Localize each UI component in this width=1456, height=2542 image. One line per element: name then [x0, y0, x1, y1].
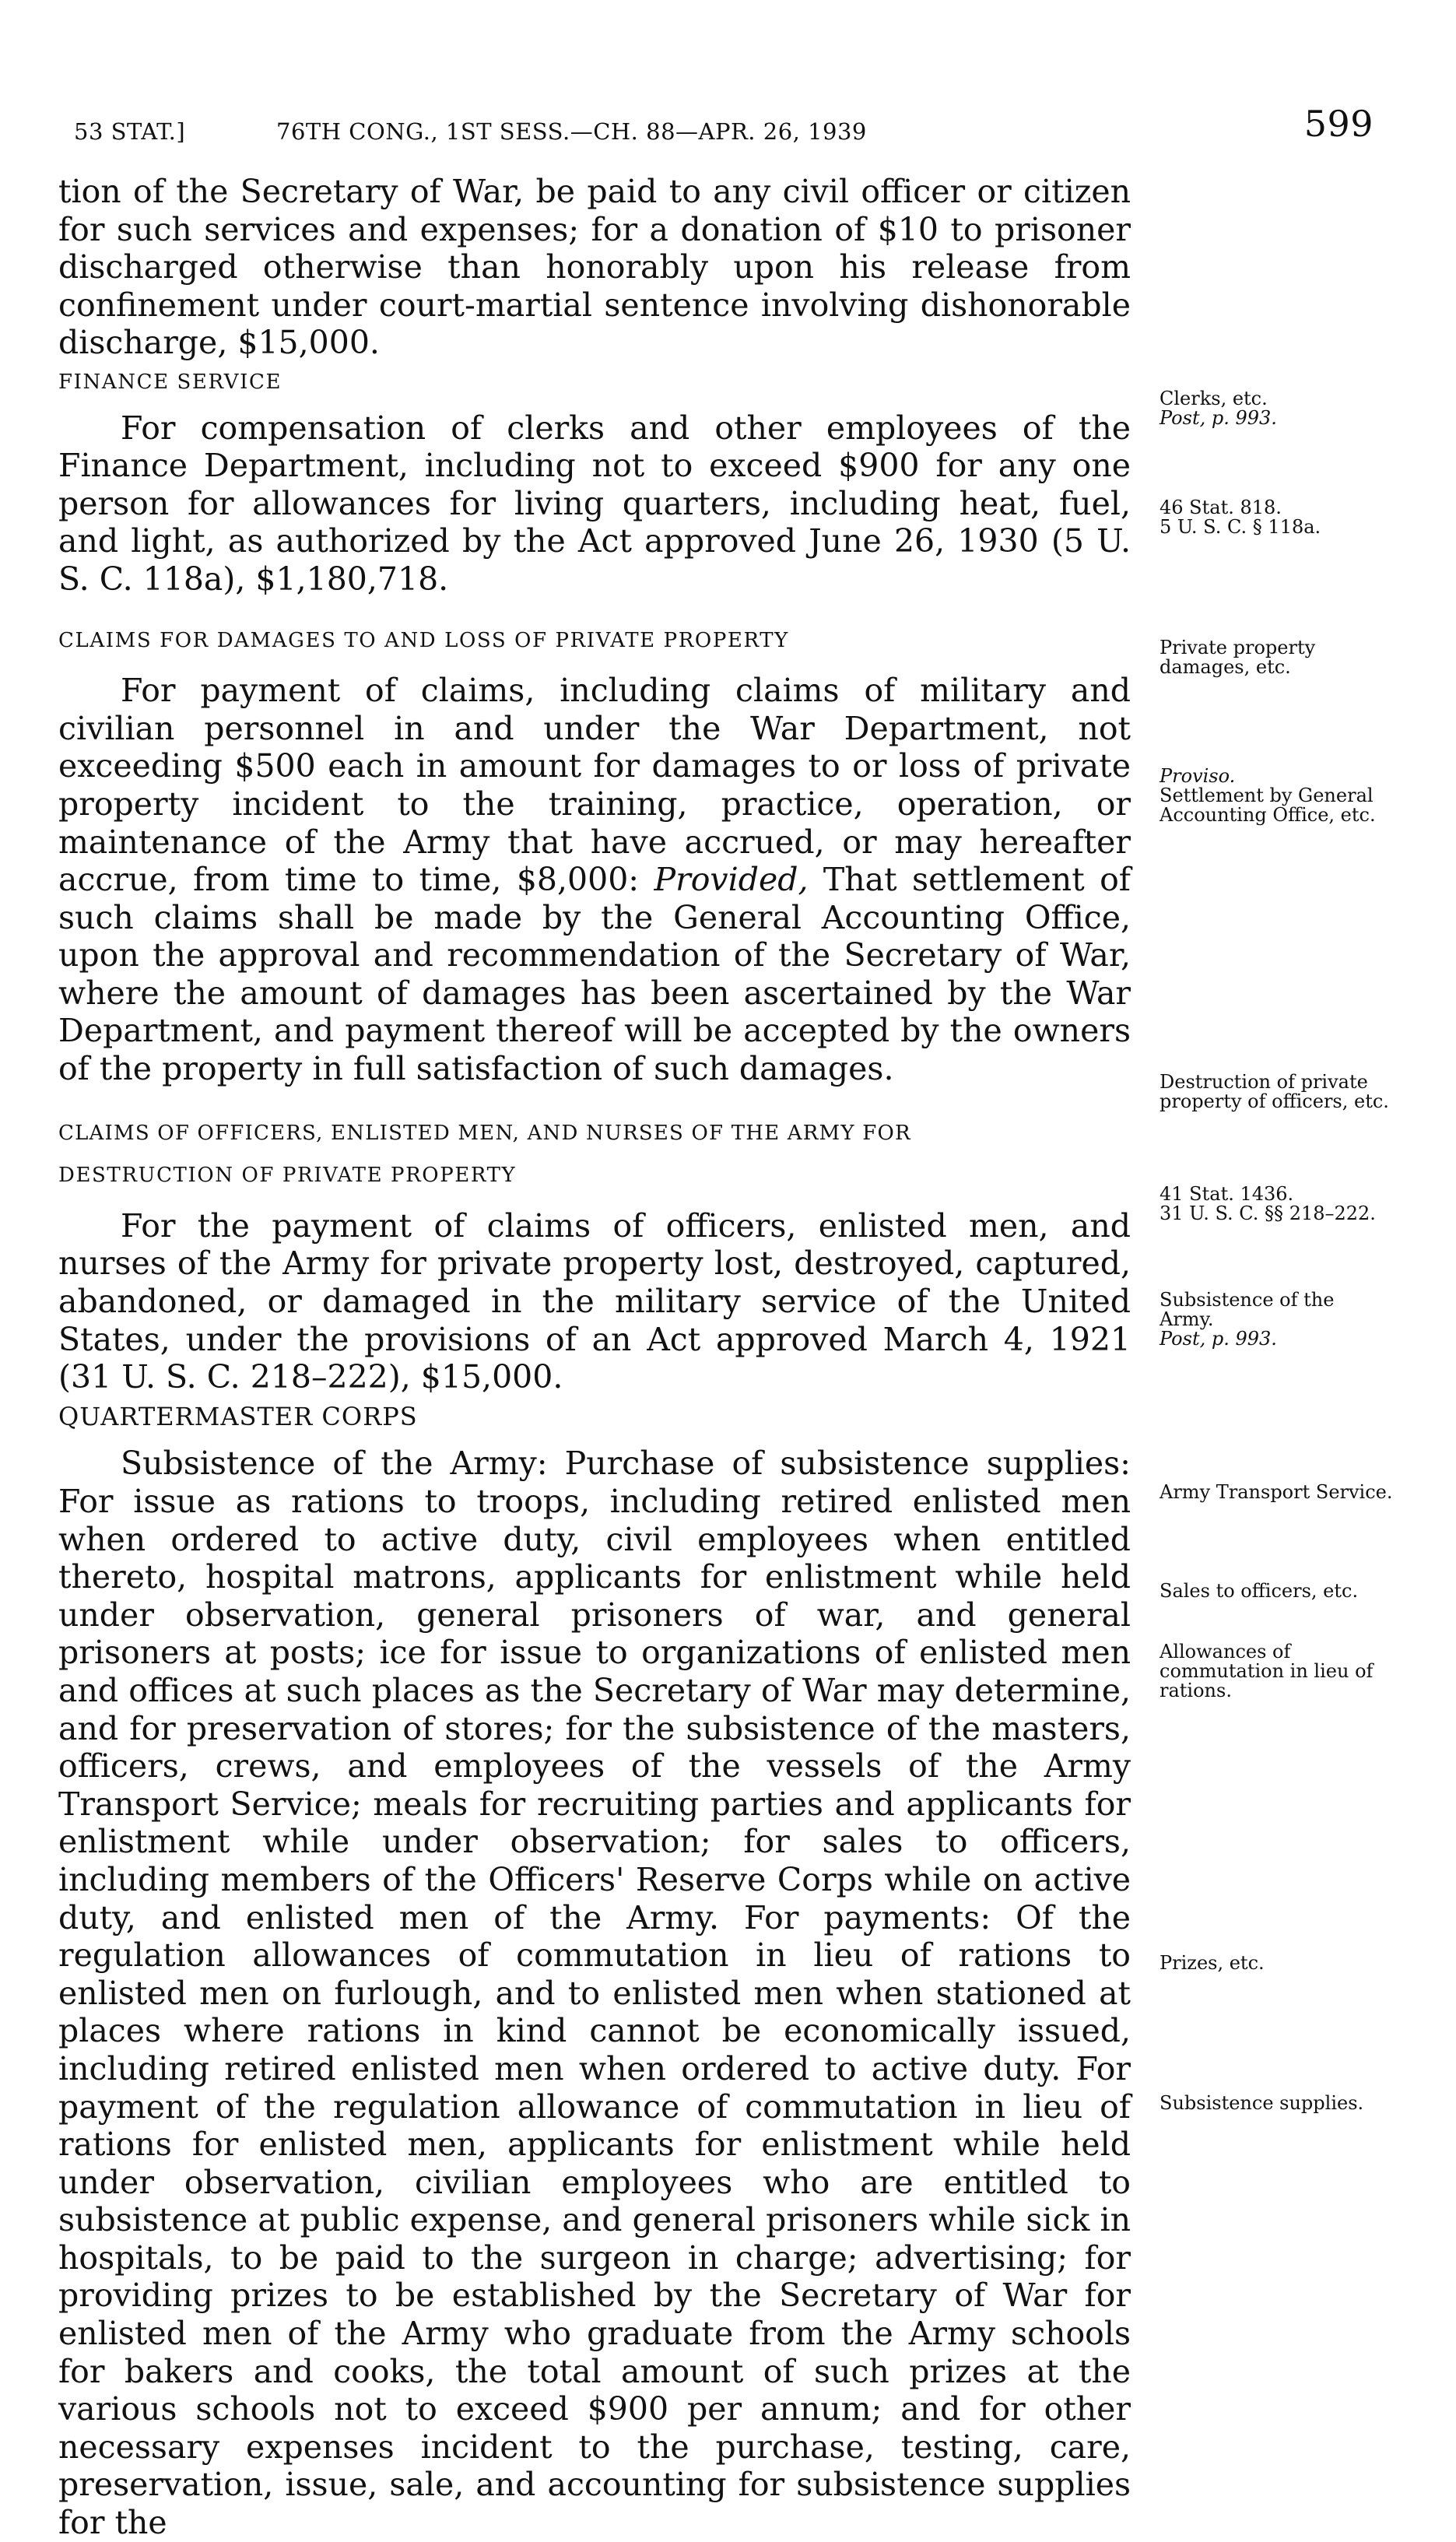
margin-note-proviso [1160, 767, 1393, 825]
paragraph-claims-damages [58, 672, 1131, 1088]
statute-reference: 53 STAT.] [74, 118, 186, 145]
main-text-column [58, 173, 1131, 2542]
session-chapter-date: 76TH CONG., 1ST SESS.—CH. 88—APR. 26, 1939 [276, 118, 867, 145]
paragraph-finance: For compensation of clerks and other employees of the Finance Department, including not to exceed $900 for any one person for allowances for living quarters, including heat, fuel, and light, as authorized by the Act approved June 26, 1930 (5 U. S. C. 118a), $1,180,718. [58, 409, 1131, 598]
heading-claims-damages: CLAIMS FOR DAMAGES TO AND LOSS OF PRIVATE PROPERTY [58, 628, 789, 652]
margin-note-sales-officers: Sales to officers, etc. [1160, 1580, 1359, 1602]
margin-proviso: Proviso. [1160, 765, 1236, 787]
margin-note-clerks [1160, 389, 1393, 428]
margin-5-usc: 5 U. S. C. § 118a. [1160, 516, 1321, 538]
margin-clerks: Clerks, etc. [1160, 388, 1268, 409]
margin-note-private-property: Private property damages, etc. [1160, 637, 1316, 678]
margin-note-army-transport: Army Transport Service. [1160, 1481, 1393, 1503]
margin-settlement: Settlement by General Accounting Office, etc. [1160, 785, 1376, 826]
margin-note-subsistence-supplies: Subsistence supplies. [1160, 2092, 1364, 2114]
paragraph-subsistence: Subsistence of the Army: Purchase of subsistence supplies: For issue as rations to troops, including retired enlisted men when ordered to active duty, civil employees when entitled thereto, hospital matrons, applicants for enlistment while held under observation, general prisoners of war, and general prisoners at posts; ice for issue to organizations of enlisted men and offices at such places as the Secretary of War may determine, and for preservation of stores; for the subsistence of the masters, officers, crews, and employees of the vessels of the Army Transport Service; meals for recruiting parties and applicants for enlistment while under observation; for sales to officers, including members of the Officers' Reserve Corps while on active duty, and enlisted men of the Army. For payments: Of the regulation allowances of commutation in lieu of rations to enlisted men on furlough, and to enlisted men when stationed at places where rations in kind cannot be economically issued, including retired enlisted men when ordered to active duty. For payment of the regulation allowance of commutation in lieu of rations for enlisted men, applicants for enlistment while held under observation, civilian employees who are entitled to subsistence at public expense, and general prisoners while sick in hospitals, to be paid to the surgeon in charge; advertising; for providing prizes to be established by the Secretary of War for enlisted men of the Army who graduate from the Army schools for bakers and cooks, the total amount of such prizes at the various schools not to exceed $900 per annum; and for other necessary expenses incident to the purchase, testing, care, preservation, issue, sale, and accounting for subsistence supplies for the [58, 1445, 1131, 2542]
claims-text-part2: That settlement of such claims shall be made by the General Accounting Office, upon the approval and recommendation of the Secretary of War, where the amount of damages has been ascertained by the War Department, and payment thereof will be accepted by the owners of the property in full satisfaction of such damages. [58, 861, 1131, 1088]
margin-46-stat: 46 Stat. 818. [1160, 497, 1282, 518]
margin-note-46-stat [1160, 498, 1393, 537]
page-number: 599 [1303, 103, 1374, 145]
margin-post-ref: Post, p. 993. [1160, 407, 1277, 429]
heading-claims-officers-line2: DESTRUCTION OF PRIVATE PROPERTY [58, 1164, 517, 1188]
heading-claims-officers-line1: CLAIMS OF OFFICERS, ENLISTED MEN, AND NURSES OF THE ARMY FOR [58, 1121, 911, 1145]
paragraph-continuation: tion of the Secretary of War, be paid to any civil officer or citizen for such services and expenses; for a donation of $10 to prisoner discharged otherwise than honorably upon his release from confinement under court-martial sentence involving dishonorable discharge, $15,000. [58, 173, 1131, 362]
claims-text-part1: For payment of claims, including claims of military and civilian personnel in and under the War Department, not exceeding $500 each in amount for damages to or loss of private property incident to the training, practice, operation, or maintenance of the Army that have accrued, or may hereafter accrue, from time to time, $8,000: [58, 672, 1131, 899]
margin-31-usc: 31 U. S. C. §§ 218–222. [1160, 1203, 1376, 1224]
margin-41-stat: 41 Stat. 1436. [1160, 1183, 1294, 1205]
margin-note-prizes: Prizes, etc. [1160, 1952, 1265, 1974]
heading-finance-service: FINANCE SERVICE [58, 370, 282, 394]
page-header [74, 103, 1374, 156]
margin-subsistence-army: Subsistence of the Army. [1160, 1289, 1335, 1330]
margin-note-subsistence-army [1160, 1290, 1393, 1349]
margin-note-allowances: Allowances of commutation in lieu of rations. [1160, 1641, 1374, 1701]
margin-note-41-stat [1160, 1185, 1393, 1224]
paragraph-officers-claims: For the payment of claims of officers, enlisted men, and nurses of the Army for private property lost, destroyed, captured, abandoned, or damaged in the military service of the United States, under the provisions of an Act approved March 4, 1921 (31 U. S. C. 218–222), $15,000. [58, 1206, 1131, 1396]
margin-note-destruction: Destruction of private property of officers, etc. [1160, 1071, 1389, 1112]
margin-post-ref-2: Post, p. 993. [1160, 1328, 1277, 1350]
provided-italic: Provided, [654, 861, 809, 899]
heading-quartermaster-corps: QUARTERMASTER CORPS [58, 1401, 418, 1431]
